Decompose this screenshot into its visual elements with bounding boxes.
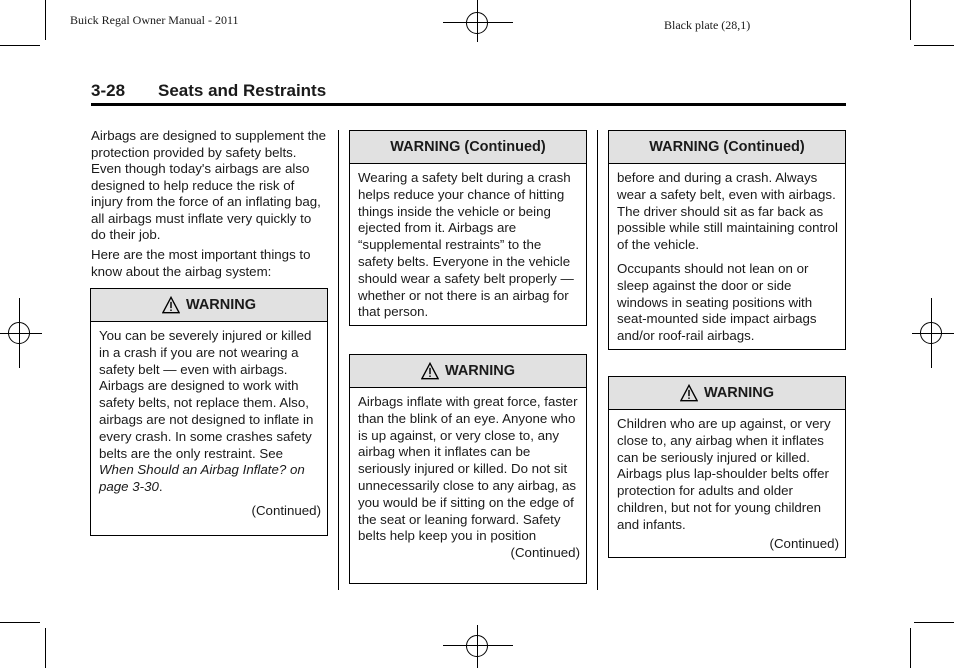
warning-triangle-icon [421,362,439,380]
crop-mark-top-right-h [914,45,954,46]
column-divider [338,130,339,590]
warning-header [350,355,586,388]
warning-body [609,410,845,534]
warning-title: WARNING [444,363,516,379]
warning-text: Airbags inflate with great force, faster than the blink of an eye. Anyone who is up against, or very close to, any airbag when it inflates can be seriously injured or killed. Do not sit unnecessarily close to any airbag, as you would be if sitting on the edge of the seat or leaning forward. Safety belts help keep you in position [358,394,578,544]
crop-mark-bottom-left-h [0,622,40,623]
warning-continued-box [349,130,587,326]
column-divider [597,130,598,590]
warning-text: Wearing a safety belt during a crash helps reduce your chance of hitting things inside the vehicle or being ejected from it. Airbags are “supplemental restraints” to the safety belts. Everyone in the vehicle should wear a safety belt properly — whether or not there is an airbag for that person. [358,170,574,320]
warning-triangle-icon [680,384,698,402]
warning-text: You can be severely injured or killed in a crash if you are not wearing a safety belt — even with airbags. Airbags are designed to work with safety belts, not replace them. Also, airbags are not designed to inflate in every crash. In some crashes safety belts are the only restraint. See [99,328,314,461]
section-title: Seats and Restraints [158,81,327,100]
warning-box [608,376,846,558]
cross-reference-link[interactable]: When Should an Airbag Inflate? on page 3-30 [99,462,305,495]
section-heading [91,81,846,106]
continued-label: (Continued) [510,545,580,561]
crop-mark-bottom-right-h [914,622,954,623]
warning-body [609,164,845,345]
warning-title: WARNING [703,385,775,401]
warning-title: WARNING [185,297,257,313]
warning-box [349,354,587,584]
continued-label: (Continued) [769,535,839,551]
crop-mark-top-left-v [45,0,46,40]
warning-header [91,289,327,322]
warning-body [350,164,586,321]
warning-continued-box [608,130,846,350]
running-header-right: Black plate (28,1) [664,18,751,32]
warning-body [91,322,327,496]
warning-continued-header: WARNING (Continued) [609,131,845,164]
things-intro-paragraph: Here are the most important things to know about the airbag system: [91,247,311,279]
warning-text: Occupants should not lean on or sleep against the door or side windows in seating positions with seat-mounted side impact airbags and/or roof-rail airbags. [617,260,817,344]
warning-text: before and during a crash. Always wear a safety belt, even with airbags. The driver should sit as far back as possible while still maintaining control of the vehicle. [617,170,838,253]
crop-mark-bottom-left-v [45,628,46,668]
warning-header [609,377,845,410]
warning-continued-header: WARNING (Continued) [350,131,586,164]
crop-mark-top-left-h [0,45,40,46]
warning-text: Children who are up against, or very close to, any airbag when it inflates can be seriously injured or killed. Airbags plus lap-shoulder belts offer protection for adults and older children, but not for young children and infants. [617,416,831,532]
crop-mark-bottom-right-v [910,628,911,668]
warning-text-end: . [158,479,163,495]
warning-box [90,288,328,536]
warning-body [350,388,586,545]
running-header-left: Buick Regal Owner Manual - 2011 [70,13,239,27]
crop-mark-top-right-v [910,0,911,40]
warning-triangle-icon [162,296,180,314]
intro-paragraph: Airbags are designed to supplement the protection provided by safety belts. Even though today's airbags are also designed to help reduce the risk of injury from the force of an inflating bag, all airbags must inflate very quickly to do their job. [91,128,327,242]
page-number: 3-28 [91,81,126,100]
continued-label: (Continued) [251,502,321,518]
